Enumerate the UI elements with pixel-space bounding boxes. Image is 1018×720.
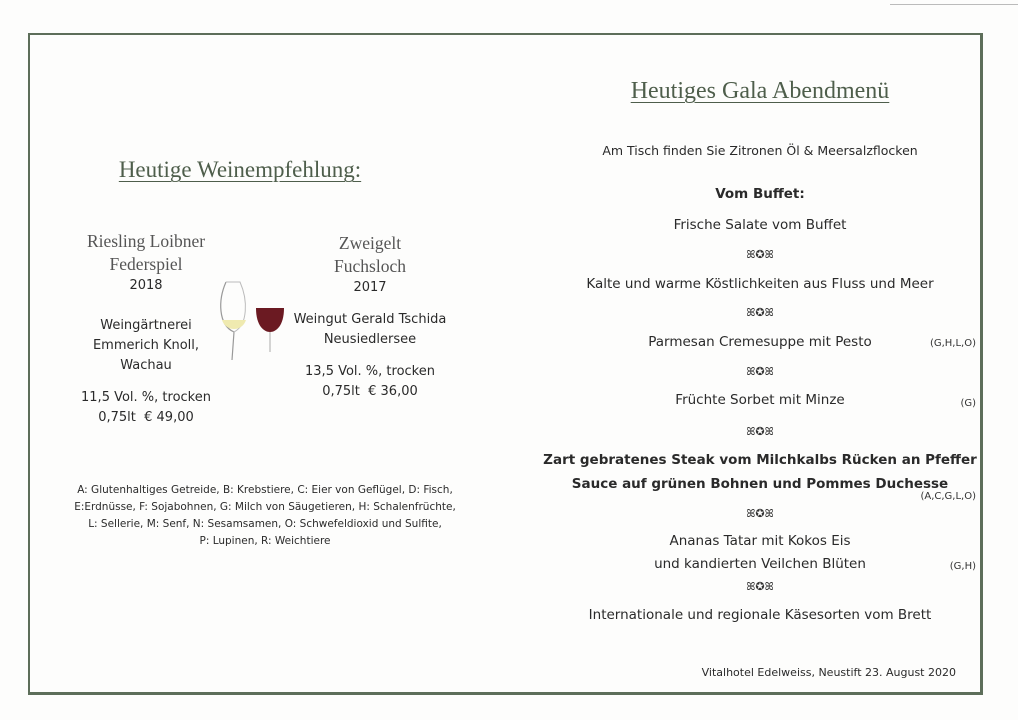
ornament-divider: ꕤ✪ꕤ — [746, 507, 774, 520]
allergen-legend — [60, 482, 470, 550]
menu-item: und kandierten Veilchen Blüten — [654, 556, 866, 572]
wine-region: Wachau — [120, 358, 172, 373]
menu-item: Früchte Sorbet mit Minze — [675, 392, 845, 408]
menu-item: Internationale und regionale Käsesorten vom Brett — [588, 607, 932, 623]
menu-item: Ananas Tatar mit Kokos Eis — [669, 533, 851, 549]
wine-producer: Weingärtnerei — [100, 318, 192, 333]
wine-alcohol: 13,5 Vol. %, trocken — [305, 364, 435, 379]
ornament-divider: ꕤ✪ꕤ — [746, 365, 774, 378]
wine-name: Riesling Loibner — [86, 231, 206, 251]
allergen-code: (G) — [960, 398, 976, 409]
menu-title: Heutiges Gala Abendmenü — [630, 78, 890, 104]
menu-item: Zart gebratenes Steak vom Milchkalbs Rücken an Pfeffer — [543, 452, 977, 468]
red-wine — [290, 232, 450, 402]
legend-line: P: Lupinen, R: Weichtiere — [199, 535, 331, 547]
legend-line: L: Sellerie, M: Senf, N: Sesamsamen, O: Schwefeldioxid und Sulfite, — [88, 518, 442, 530]
wine-glasses-icon — [218, 280, 290, 362]
legend-line: A: Glutenhaltiges Getreide, B: Krebstiere, C: Eier von Geflügel, D: Fisch, — [77, 484, 453, 496]
white-wine — [66, 230, 226, 428]
allergen-code: (G,H,L,O) — [929, 338, 976, 349]
ornament-divider: ꕤ✪ꕤ — [746, 306, 774, 319]
wine-producer: Weingut Gerald Tschida — [293, 312, 447, 327]
menu-item: Sauce auf grünen Bohnen und Pommes Duchesse — [571, 476, 949, 492]
wine-price: 0,75lt € 36,00 — [322, 384, 418, 399]
wine-producer: Emmerich Knoll, — [92, 338, 200, 353]
wine-alcohol: 11,5 Vol. %, trocken — [81, 390, 211, 405]
menu-item: Kalte und warme Köstlichkeiten aus Fluss und Meer — [586, 276, 934, 292]
wine-year: 2018 — [129, 278, 163, 293]
buffet-heading: Vom Buffet: — [715, 186, 805, 202]
wine-name: Federspiel — [109, 254, 183, 274]
menu-item: Frische Salate vom Buffet — [673, 217, 847, 233]
wine-title: Heutige Weinempfehlung: — [118, 157, 362, 182]
ornament-divider: ꕤ✪ꕤ — [746, 580, 774, 593]
scan-edge — [890, 4, 1018, 5]
wine-region: Neusiedlersee — [323, 332, 417, 347]
menu-footer: Vitalhotel Edelweiss, Neustift 23. August 2020 — [701, 666, 956, 679]
wine-year: 2017 — [353, 280, 387, 295]
wine-name: Zweigelt — [338, 233, 402, 253]
wine-price: 0,75lt € 49,00 — [98, 410, 194, 425]
legend-line: E:Erdnüsse, F: Sojabohnen, G: Milch von Säugetieren, H: Schalenfrüchte, — [74, 501, 456, 513]
wine-name: Fuchsloch — [334, 256, 406, 276]
menu-item: Parmesan Cremesuppe mit Pesto — [648, 334, 872, 350]
allergen-code: (A,C,G,L,O) — [920, 491, 976, 502]
ornament-divider: ꕤ✪ꕤ — [746, 425, 774, 438]
menu-intro: Am Tisch finden Sie Zitronen Öl & Meersalzflocken — [602, 143, 918, 158]
ornament-divider: ꕤ✪ꕤ — [746, 248, 774, 261]
allergen-code: (G,H) — [949, 561, 976, 572]
